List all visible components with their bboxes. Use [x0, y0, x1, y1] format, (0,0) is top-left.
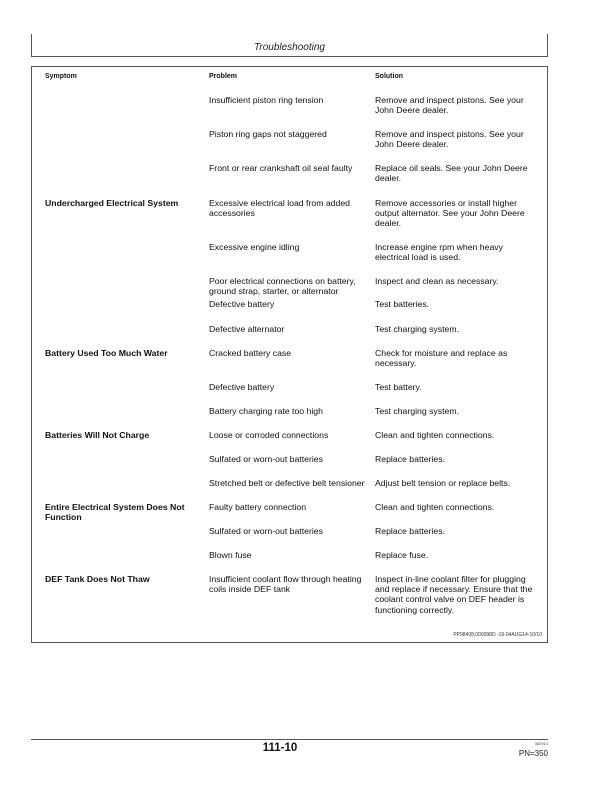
row-problem: Excessive electrical load from added accessories	[209, 198, 350, 219]
column-header-symptom: Symptom	[45, 73, 77, 80]
footer-divider	[31, 739, 548, 740]
row-problem: Cracked battery case	[209, 348, 292, 358]
row-problem: Excessive engine idling	[209, 242, 300, 252]
row-problem: Defective battery	[209, 382, 275, 392]
row-solution: Check for moisture and replace as necessary.	[375, 348, 508, 369]
row-problem: Blown fuse	[209, 550, 252, 560]
row-problem: Battery charging rate too high	[209, 406, 323, 416]
row-solution: Remove accessories or install higher output alternator. See your John Deere dealer.	[375, 198, 525, 229]
row-symptom: Battery Used Too Much Water	[45, 348, 168, 358]
row-problem: Loose or corroded connections	[209, 430, 329, 440]
row-problem: Insufficient coolant flow through heating coils inside DEF tank	[209, 574, 362, 595]
row-solution: Replace batteries.	[375, 526, 446, 536]
row-problem: Piston ring gaps not staggered	[209, 129, 327, 139]
row-problem: Sulfated or worn-out batteries	[209, 454, 323, 464]
section-title: Troubleshooting	[254, 42, 325, 53]
row-solution: Remove and inspect pistons. See your John Deere dealer.	[375, 95, 524, 116]
page-number: 111-10	[262, 742, 298, 754]
row-solution: Clean and tighten connections.	[375, 502, 495, 512]
row-solution: Adjust belt tension or replace belts.	[375, 478, 511, 488]
row-symptom: Batteries Will Not Charge	[45, 430, 150, 440]
row-problem: Defective battery	[209, 299, 275, 309]
row-symptom: Undercharged Electrical System	[45, 198, 179, 208]
row-solution: Test charging system.	[375, 324, 460, 334]
row-problem: Defective alternator	[209, 324, 285, 334]
row-solution: Test charging system.	[375, 406, 460, 416]
row-solution: Remove and inspect pistons. See your John Deere dealer.	[375, 129, 524, 150]
row-symptom: DEF Tank Does Not Thaw	[45, 574, 150, 584]
date-code: 082914	[534, 741, 548, 746]
row-solution: Replace fuse.	[375, 550, 429, 560]
row-solution: Clean and tighten connections.	[375, 430, 495, 440]
row-solution: Test batteries.	[375, 299, 430, 309]
row-problem: Front or rear crankshaft oil seal faulty	[209, 163, 353, 173]
column-header-problem: Problem	[209, 73, 238, 80]
row-solution: Increase engine rpm when heavy electrical load is used.	[375, 242, 503, 263]
row-solution: Inspect and clean as necessary.	[375, 276, 499, 286]
row-problem: Insufficient piston ring tension	[209, 95, 324, 105]
column-header-solution: Solution	[375, 73, 403, 80]
row-solution: Replace oil seals. See your John Deere dealer.	[375, 163, 528, 184]
row-solution: Inspect in-line coolant filter for plugging and replace if necessary. Ensure that the coolant control valve on DEF header is functioning correctly.	[375, 574, 533, 615]
row-solution: Test battery.	[375, 382, 422, 392]
row-problem: Poor electrical connections on battery, ground strap, starter, or alternator	[209, 276, 356, 297]
row-problem: Stretched belt or defective belt tensioner	[209, 478, 365, 488]
row-symptom: Entire Electrical System Does Not Function	[45, 502, 185, 523]
row-problem: Faulty battery connection	[209, 502, 307, 512]
row-solution: Replace batteries.	[375, 454, 446, 464]
document-reference: PP98408,000098D -19-04AUG14-10/10	[453, 632, 542, 638]
row-problem: Sulfated or worn-out batteries	[209, 526, 323, 536]
pn-label: PN=350	[518, 749, 548, 758]
